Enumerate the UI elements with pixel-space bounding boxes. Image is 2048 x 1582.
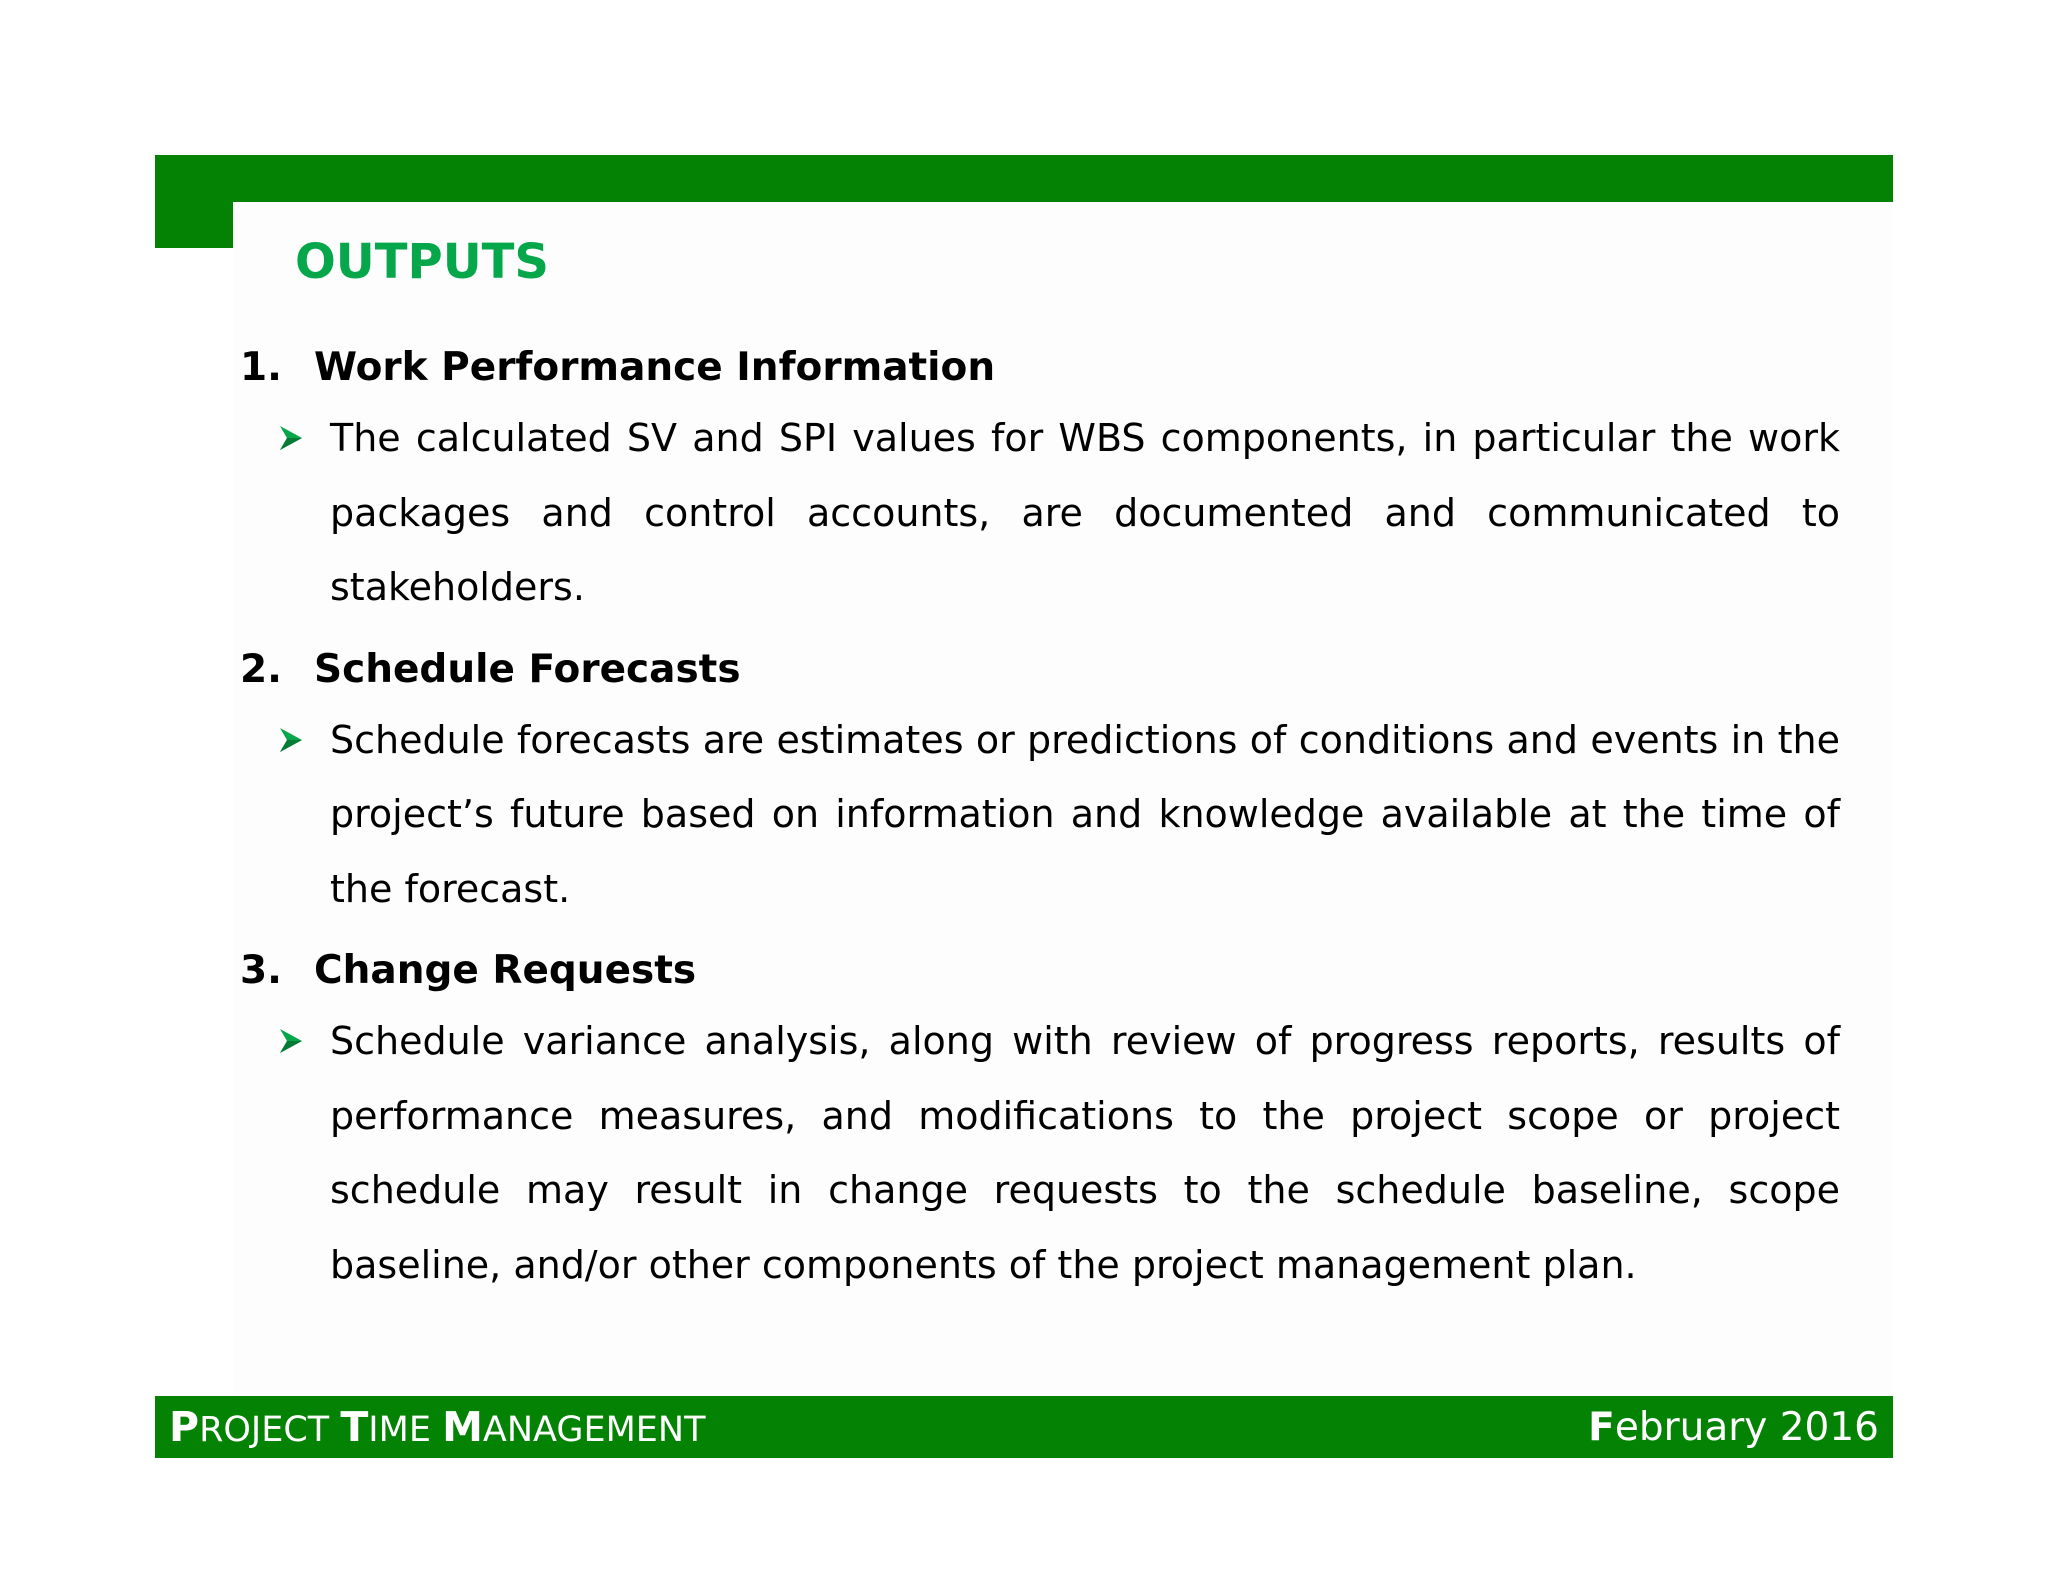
bullet-text: The calculated SV and SPI values for WBS components, in particular the work packages and control accounts, are documented and communicated to stakeholders. <box>330 416 1840 609</box>
section-title: Schedule Forecasts <box>314 646 741 692</box>
footer-date-initial: F <box>1588 1404 1615 1450</box>
outputs-list <box>240 335 1840 1314</box>
bullet-item <box>278 401 1840 625</box>
footer-course-title <box>169 1403 705 1451</box>
section-heading <box>240 335 1840 401</box>
footer-word: ANAGEMENT <box>482 1410 706 1450</box>
bullet-item <box>278 703 1840 927</box>
footer-initial: M <box>442 1403 483 1451</box>
section-heading <box>240 938 1840 1004</box>
section-number: 3. <box>240 948 282 993</box>
bullet-item <box>278 1004 1840 1302</box>
section-change-requests <box>240 938 1840 1302</box>
arrowhead-bullet-icon <box>278 703 330 777</box>
footer-initial: P <box>169 1403 200 1451</box>
footer-initial: T <box>340 1403 369 1451</box>
header-corner-accent <box>155 155 233 248</box>
footer-date-rest: ebruary 2016 <box>1614 1404 1879 1450</box>
bullet-text: Schedule forecasts are estimates or predictions of conditions and events in the project’s future based on information and knowledge available at the time of the forecast. <box>330 717 1840 911</box>
bullet-text: Schedule variance analysis, along with review of progress reports, results of performance measures, and modifications to the project scope or project schedule may result in change requests to the schedule baseline, scope baseline, and/or other components of the project management plan. <box>330 1019 1840 1287</box>
section-schedule-forecasts <box>240 637 1840 927</box>
section-heading <box>240 637 1840 703</box>
header-bar <box>155 155 1893 202</box>
arrowhead-bullet-icon <box>278 401 330 475</box>
section-title: Change Requests <box>314 948 697 993</box>
section-work-performance-information <box>240 335 1840 625</box>
section-title: Work Performance Information <box>314 345 996 390</box>
footer-word: IME <box>368 1410 431 1450</box>
footer-word: ROJECT <box>199 1410 330 1450</box>
footer-bar <box>155 1396 1893 1458</box>
slide-title: OUTPUTS <box>295 234 549 290</box>
arrowhead-bullet-icon <box>278 1004 330 1078</box>
section-number: 1. <box>240 345 282 390</box>
section-number: 2. <box>240 646 282 692</box>
footer-date <box>1588 1405 1879 1450</box>
